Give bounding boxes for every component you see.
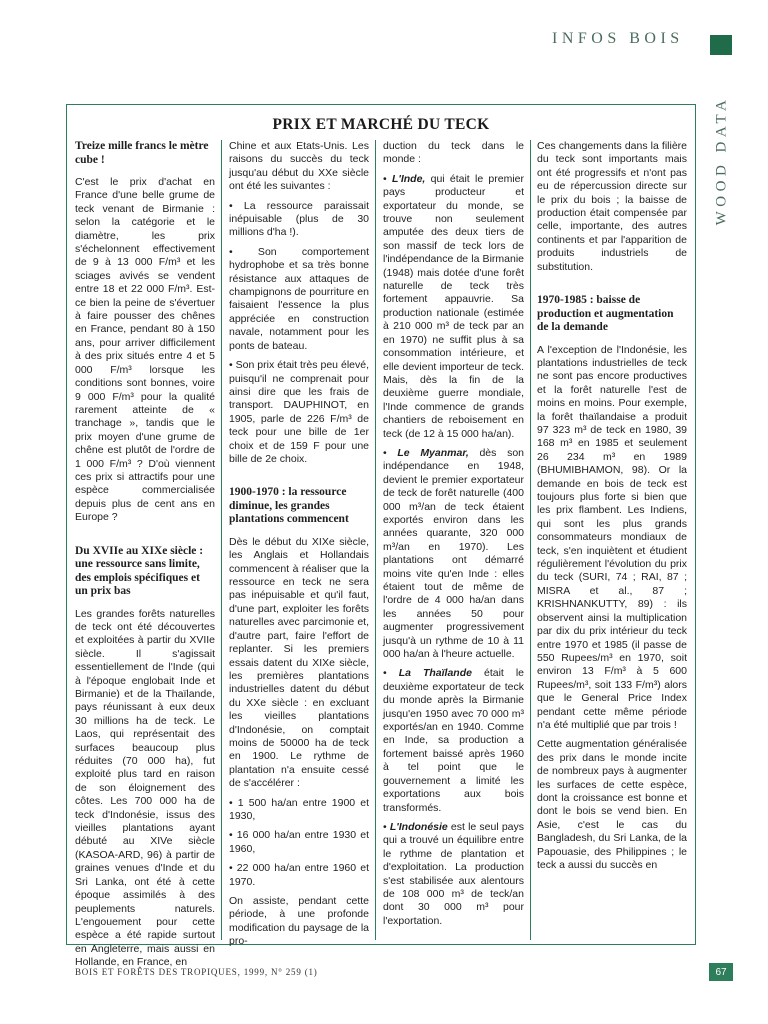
paragraph: C'est le prix d'achat en France d'une belle grume de teck venant de Birmanie : selon la catégorie et le diamètre, les prix s'échelonnent effectivement de 9 à 13 000 F/m³ et les sciages avivés se vendent entre 18 et 22 000 F/m³. Est-ce bien la peine de s'évertuer à faire pousser des chênes en France, pendant 80 à 150 ans, pour arriver difficilement à des prix situés entre 4 et 5 000 F/m³ lorsque les conditions sont bonnes, voire 9 000 F/m³ pour la qualité rarement atteinte de « tranchage », tandis que le prix moyen d'une grume de chêne est plutôt de l'ordre de 1 000 F/m³ ? D'où viennent ces prix si attractifs pour une espèce commercialisée depuis plus de cent ans en Europe ?	[75, 176, 215, 524]
country-name: Le Myanmar,	[397, 446, 469, 459]
side-label-text: WOOD DATA	[713, 95, 730, 225]
side-label	[712, 80, 732, 240]
paragraph: Ces changements dans la filière du teck sont importants mais ont été progressifs et n'ont pas eu de répercussion directe sur le prix du bois ; la baisse de production était compensée par celle, importante, des autres continents et par l'apparition de produits industriels de substitution.	[537, 140, 687, 273]
subheading: Treize mille francs le mètre cube !	[75, 140, 209, 166]
paragraph: Cette augmentation généralisée des prix dans le monde incite de nombreux pays à augmenter les surfaces de cette espèce, dont la croissance est bonne et dont le bois se vend bien. En Asie, c'est le cas du Bangladesh, du Sri Lanka, de la Papouasie, des Philippines ; le teck a aussi du succès en	[537, 738, 687, 871]
paragraph: A l'exception de l'Indonésie, les plantations industrielles de teck ne sont pas encore productives et la forêt naturelle l'est de moins en moins. Pour exemple, la forêt thaïlandaise a produit 97 323 m³ de teck en 1980, 39 168 m³ en 1985 et seulement 26 234 m³ en 1989 (BHUMIBHAMON, 98). Or la demande en bois de teck est toujours plus forte si bien que les prix flambent. Les Indiens, qui sont les plus grands consommateurs mondiaux de teck, s'en inquiètent et étudient régulièrement l'évolution du prix du teck (SURI, 74 ; RAI, 87 ; MISRA et al., 87 ; KRISHNANKUTTY, 89) : ils observent ainsi la multiplication par dix du prix intérieur du teck entre 1970 et 1985 (il passe de 550 Rupees/m³ en 1970, soit environ 13 F/m³ à 5 600 Rupees/m³, soit 133 F/m³) alors que le General Price Index pendant cette même période n'a été multiplié que par trois !	[537, 343, 687, 731]
paragraph: Chine et aux Etats-Unis. Les raisons du succès du teck jusqu'au début du XXe siècle ont été les suivantes :	[229, 140, 369, 193]
page-number: 67	[709, 963, 733, 981]
article-column-2	[229, 140, 369, 948]
bullet-text: était le deuxième exportateur de teck du monde après la Birmanie jusqu'en 1950 avec 70 000 m³ exportés/an en 1940. Comme en Inde, sa production a fortement baissé après 1960 à tel point que le gouvernement a limité les exportations aux bois transformés.	[383, 667, 525, 814]
article-column-4	[537, 140, 687, 940]
column-divider	[375, 140, 376, 940]
bullet-item: • L'Indonésie est le seul pays qui a trouvé un équilibre entre le rythme de plantation et d'exploitation. La production s'est stabilisée aux alentours de 108 000 m³ de teck/an dont 30 000 m³ pour l'exportation.	[383, 820, 525, 927]
subheading: 1900-1970 : la ressource diminue, les grandes plantations commencent	[229, 486, 349, 526]
bullet-item: • Son comportement hydrophobe et sa très bonne résistance aux attaques de champignons de pourriture en faisaient l'essence la plus appréciée en construction navale, notamment pour les ponts de bateau.	[229, 245, 369, 352]
bullet-item: • 22 000 ha/an entre 1960 et 1970.	[229, 862, 369, 888]
paragraph: On assiste, pendant cette période, à une profonde modification du paysage de la pro-	[229, 895, 369, 948]
column-divider	[221, 140, 222, 940]
article-column-1	[75, 140, 215, 969]
bullet-item: • Son prix était très peu élevé, puisqu'il ne comprenait pour ainsi dire que les frais de transport. DAUPHINOT, en 1905, parle de 226 F/m³ de teck pour une bille de 1er choix et de 159 F pour une bille de 2e choix.	[229, 359, 369, 465]
bullet-item: • 1 500 ha/an entre 1900 et 1930,	[229, 796, 369, 822]
paragraph: duction du teck dans le monde :	[383, 140, 524, 166]
subheading: 1970-1985 : baisse de production et augmentation de la demande	[537, 294, 674, 334]
section-title: INFOS BOIS	[552, 30, 684, 47]
paragraph: Les grandes forêts naturelles de teck ont été découvertes et exploitées à partir du XVIIe siècle. Il s'agissait essentiellement de l'Inde (qui à l'époque englobait Inde et Birmanie) et de la Thaïlande, pays réunissant à eux deux 30 millions ha de teck. Le Laos, qui représentait des surfaces beaucoup plus réduites (70 000 ha), fut exploité plus tard en raison de son éloignement des côtes. Les 700 000 ha de teck d'Indonésie, issus des vieilles plantations ayant débuté au XIVe siècle (KASOA-ARD, 96) à partir de graines venues d'Inde et du Sri Lanka, ont été à cette époque assimilés à des peuplements naturels. L'engouement pour cette espèce a été rapide surtout en Angleterre, mais aussi en Hollande, en France, en	[75, 607, 215, 969]
article-column-3	[383, 140, 524, 940]
country-name: L'Indonésie	[389, 820, 448, 833]
bullet-text: qui était le premier pays producteur et exportateur du monde, se trouve non seulement amputée des deux tiers de son massif de teck lors de l'indépendance de la Birmanie (1948) mais dotée d'une forêt naturelle de teck très fortement appauvrie. Sa production nationale (estimée à 210 000 m³ de teck par an en 1970) ne suffit plus à sa consommation intérieure, et elle devient importeur de teck. Mais, dès la fin de la deuxième guerre mondiale, l'Inde commence de grands chantiers de reboisement en teck (de 12 à 15 000 ha/an).	[383, 172, 525, 440]
country-name: L'Inde,	[391, 172, 426, 185]
bullet-text: est le seul pays qui a trouvé un équilibre entre le rythme de plantation et d'exploitation. La production s'est stabilisée aux alentours de 108 000 m³ de teck/an dont 30 000 m³ pour l'exportation.	[383, 820, 525, 927]
bullet-item: • Le Myanmar, dès son indépendance en 1948, devient le premier exportateur de teck de forêt naturelle (400 000 m³/an de teck étaient exportés environ dans les années quarante, 320 000 m³/an en 1970). Les plantations ont démarré moins vite qu'en Inde : elles étaient tout de même de l'ordre de 4 000 ha/an dans les années 50 pour augmenter progressivement jusqu'à un rythme de 10 à 11 000 ha/an à l'heure actuelle.	[383, 446, 524, 661]
bullet-item: • 16 000 ha/an entre 1930 et 1960,	[229, 829, 369, 855]
subheading: Du XVIIe au XIXe siècle : une ressource sans limite, des emplois spécifiques et un prix bas	[75, 544, 204, 598]
section-marker	[710, 35, 732, 55]
column-divider	[530, 140, 531, 940]
paragraph: Dès le début du XIXe siècle, les Anglais et Hollandais commencent à réaliser que la ressource en teck ne sera pas inépuisable et qu'il faut, d'une part, exploiter les forêts naturelles avec parcimonie et, d'autre part, faire l'effort de replanter. Si les premiers essais datent du XIXe siècle, les premières plantations industrielles datent du début du XXe siècle : en excluant les vieilles plantations d'Indonésie, on comptait moins de 50000 ha de teck en 1900. Le rythme de plantation n'a ensuite cessé de s'accélérer :	[229, 535, 369, 790]
article-title: PRIX ET MARCHÉ DU TECK	[272, 116, 490, 133]
bullet-text: dès son indépendance en 1948, devient le premier exportateur de teck de forêt naturelle (400 000 m³/an de teck étaient exportés environ dans les années quarante, 320 000 m³/an en 1970). Les plantations ont démarré moins vite qu'en Inde : elles étaient tout de même de l'ordre de 4 000 ha/an dans les années 50 pour augmenter progressivement jusqu'à un rythme de 10 à 11 000 ha/an à l'heure actuelle.	[383, 446, 524, 661]
journal-citation: BOIS ET FORÊTS DES TROPIQUES, 1999, N° 259 (1)	[75, 967, 318, 977]
bullet-item: • La Thaïlande était le deuxième exportateur de teck du monde après la Birmanie jusqu'en 1950 avec 70 000 m³ exportés/an en 1940. Comme en Inde, sa production a fortement baissé après 1960 à tel point que le gouvernement a limité les exportations aux bois transformés.	[383, 667, 525, 814]
bullet-item: • L'Inde, qui était le premier pays producteur et exportateur du monde, se trouve non seulement amputée des deux tiers de son massif de teck lors de l'indépendance de la Birmanie (1948) mais dotée d'une forêt naturelle de teck très fortement appauvrie. Sa production nationale (estimée à 210 000 m³ de teck par an en 1970) ne suffit plus à sa consommation intérieure, et elle devient importeur de teck. Mais, dès la fin de la deuxième guerre mondiale, l'Inde commence de grands chantiers de reboisement en teck (de 12 à 15 000 ha/an).	[383, 172, 525, 440]
bullet-item: • La ressource paraissait inépuisable (plus de 30 millions d'ha !).	[229, 199, 369, 239]
country-name: La Thaïlande	[398, 667, 472, 680]
